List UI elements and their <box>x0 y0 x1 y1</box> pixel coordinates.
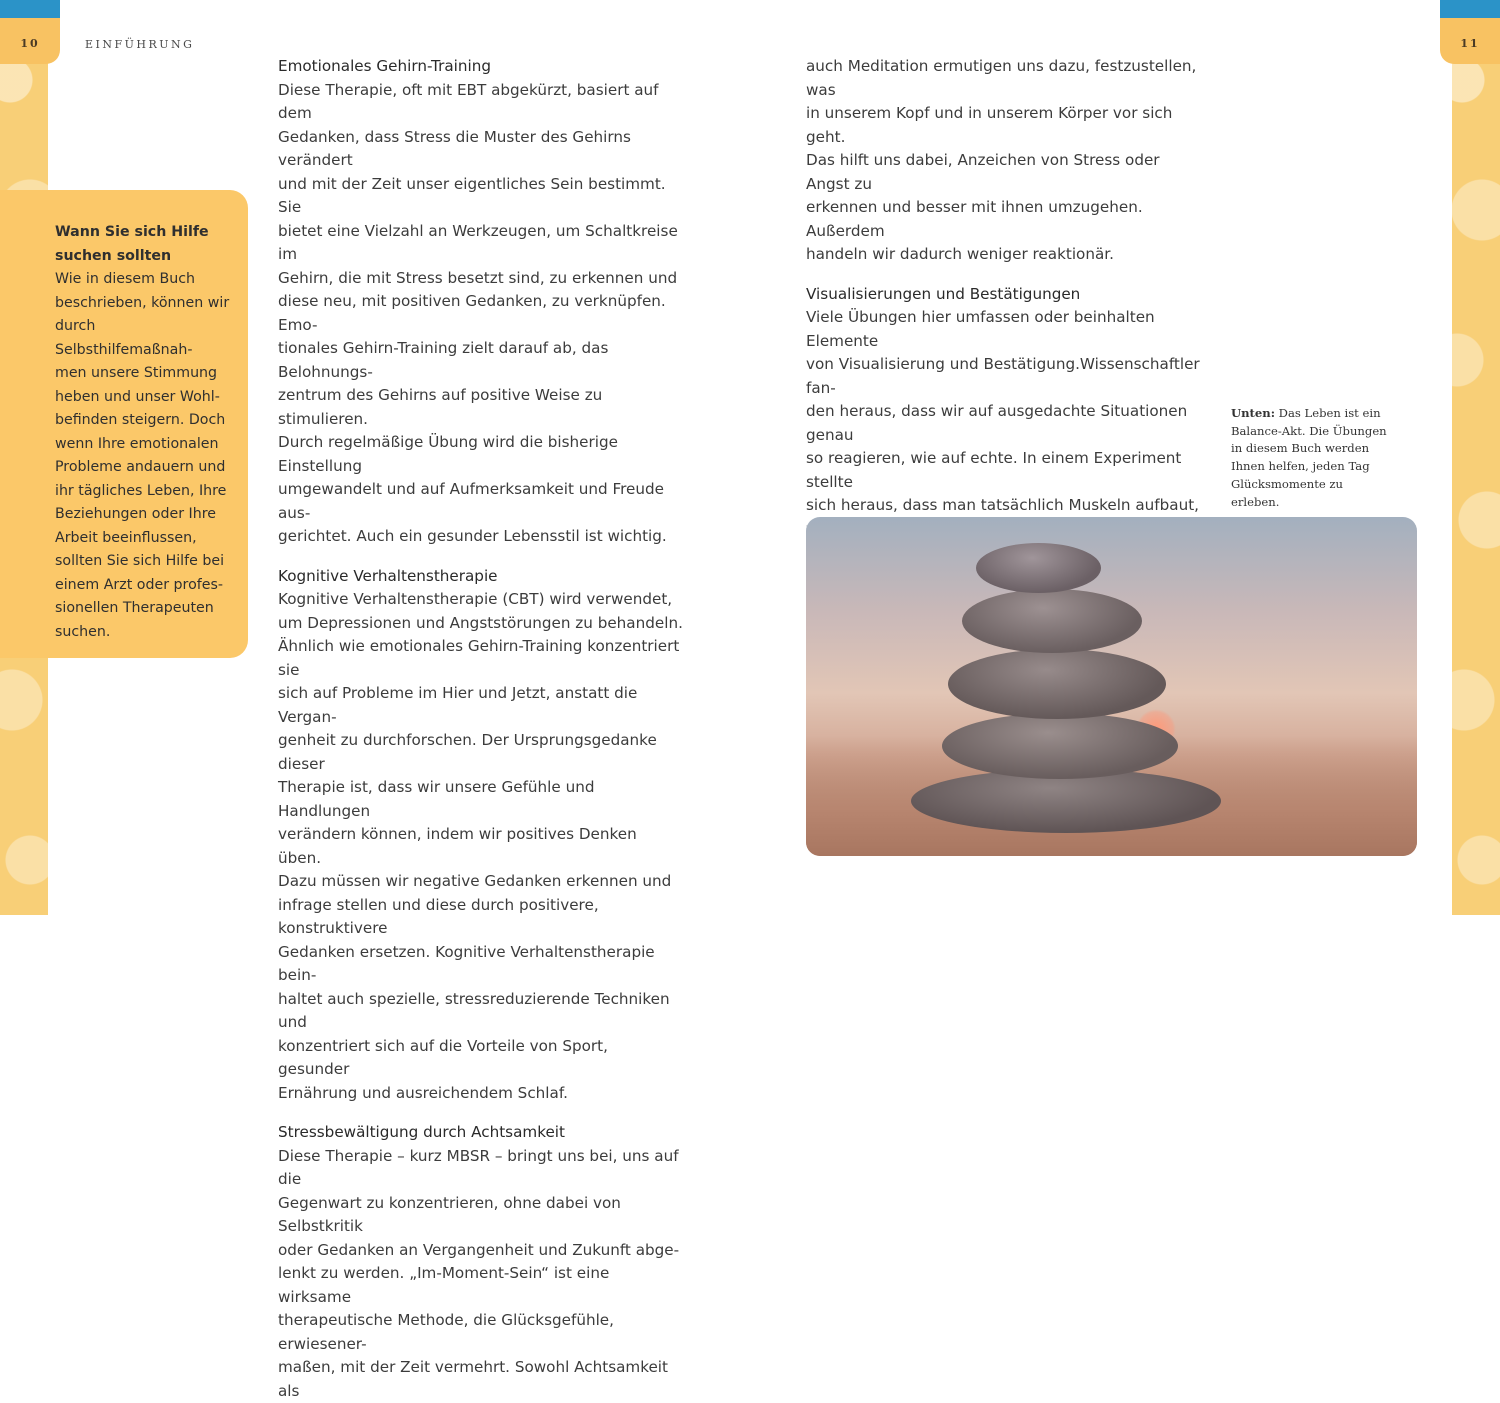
page-number-right: 11 <box>1440 37 1500 50</box>
text-line: sionellen Therapeuten <box>55 597 235 621</box>
text-line: diese neu, mit positiven Gedanken, zu verknüpfen. Emo- <box>278 292 666 334</box>
text-line: sich heraus, dass man tatsächlich Muskeln aufbaut, <box>806 496 1199 538</box>
text-line: und mit der Zeit unser eigentliches Sein bestimmt. Sie <box>278 175 666 217</box>
text-line: sich auf Probleme im Hier und Jetzt, anstatt die Vergan- <box>278 684 637 726</box>
stone-top <box>976 543 1101 593</box>
page-tab-left <box>0 0 60 64</box>
stacked-stones-photo <box>806 517 1417 856</box>
section-heading-cbt: Kognitive Verhaltenstherapie <box>278 565 683 589</box>
section-heading-visualisation: Visualisierungen und Bestätigungen <box>806 283 1206 307</box>
text-line: Viele Übungen hier umfassen oder beinhalten Elemente <box>806 308 1155 350</box>
text-line: Therapie ist, dass wir unsere Gefühle und Handlungen <box>278 778 594 820</box>
text-line: Wie in diesem Buch <box>55 268 235 292</box>
text-line: durch Selbsthilfemaßnah- <box>55 315 235 362</box>
text-line: maßen, mit der Zeit vermehrt. Sowohl Achtsamkeit als <box>278 1358 668 1400</box>
text-line: Balance-Akt. Die Übungen <box>1231 424 1387 438</box>
section-body-mbsr <box>278 1145 683 1403</box>
stone-fourth <box>942 713 1178 779</box>
sidebar-title: Wann Sie sich Hilfe suchen sollten <box>55 221 235 268</box>
text-line: zentrum des Gehirns auf positive Weise zu stimulieren. <box>278 386 602 428</box>
text-line: Glücksmomente zu erleben. <box>1231 477 1343 509</box>
text-line: genheit zu durchforschen. Der Ursprungsgedanke dieser <box>278 731 657 773</box>
text-line: infrage stellen und diese durch positivere, konstruktivere <box>278 896 599 938</box>
text-line: Diese Therapie – kurz MBSR – bringt uns bei, uns auf die <box>278 1147 679 1189</box>
text-line: suchen. <box>55 621 235 645</box>
text-line: Gedanken, dass Stress die Muster des Gehirns verändert <box>278 128 631 170</box>
text-line: erkennen und besser mit ihnen umzugehen. Außerdem <box>806 198 1143 240</box>
text-line: Diese Therapie, oft mit EBT abgekürzt, basiert auf dem <box>278 81 659 123</box>
page-number-left: 10 <box>0 37 60 50</box>
text-line: therapeutische Methode, die Glücksgefühle, erwiesener- <box>278 1311 614 1353</box>
left-text-column <box>278 55 683 1403</box>
stone-second <box>962 589 1142 653</box>
text-line: befinden steigern. Doch <box>55 409 235 433</box>
text-line: um Depressionen und Angststörungen zu behandeln. <box>278 614 683 632</box>
section-body-ebt <box>278 79 683 549</box>
text-line: bietet eine Vielzahl an Werkzeugen, um Schaltkreise im <box>278 222 678 264</box>
tab-color-bar <box>0 0 60 18</box>
text-line: in unserem Kopf und in unserem Körper vor sich geht. <box>806 104 1172 146</box>
text-line: heben und unser Wohl- <box>55 386 235 410</box>
text-line: Ihnen helfen, jeden Tag <box>1231 459 1370 473</box>
text-line: in diesem Buch werden <box>1231 441 1369 455</box>
text-line: Kognitive Verhaltenstherapie (CBT) wird verwendet, <box>278 590 672 608</box>
text-line: umgewandelt und auf Aufmerksamkeit und Freude aus- <box>278 480 664 522</box>
text-line: ihr tägliches Leben, Ihre <box>55 480 235 504</box>
text-line: gerichtet. Auch ein gesunder Lebensstil ist wichtig. <box>278 527 667 545</box>
text-line: Gegenwart zu konzentrieren, ohne dabei von Selbstkritik <box>278 1194 621 1236</box>
text-line: wenn Ihre emotionalen <box>55 433 235 457</box>
text-line: lenkt zu werden. „Im-Moment-Sein“ ist eine wirksame <box>278 1264 609 1306</box>
continued-body-mbsr <box>806 55 1206 267</box>
text-line: konzentriert sich auf die Vorteile von Sport, gesunder <box>278 1037 608 1079</box>
section-body-cbt <box>278 588 683 1105</box>
stone-middle <box>948 649 1166 719</box>
text-line: Durch regelmäßige Übung wird die bisherige Einstellung <box>278 433 618 475</box>
text-line: Ernährung und ausreichendem Schlaf. <box>278 1084 568 1102</box>
text-line: haltet auch spezielle, stressreduzierende Techniken und <box>278 990 670 1032</box>
text-line: handeln wir dadurch weniger reaktionär. <box>806 245 1114 263</box>
text-line: Das Leben ist ein <box>1279 406 1381 420</box>
text-line: Arbeit beeinflussen, <box>55 527 235 551</box>
text-line: verändern können, indem wir positives Denken üben. <box>278 825 637 867</box>
text-line: tionales Gehirn-Training zielt darauf ab, das Belohnungs- <box>278 339 608 381</box>
text-line: von Visualisierung und Bestätigung.Wissenschaftler fan- <box>806 355 1200 397</box>
text-line: beschrieben, können wir <box>55 292 235 316</box>
running-head: EINFÜHRUNG <box>85 38 194 51</box>
text-line: Dazu müssen wir negative Gedanken erkennen und <box>278 872 671 890</box>
text-line: Probleme andauern und <box>55 456 235 480</box>
text-line: Gedanken ersetzen. Kognitive Verhaltenstherapie bein- <box>278 943 655 985</box>
text-line: men unsere Stimmung <box>55 362 235 386</box>
tab-color-bar <box>1440 0 1500 18</box>
help-sidebar-box <box>0 190 248 658</box>
section-heading-mbsr: Stressbewältigung durch Achtsamkeit <box>278 1121 683 1145</box>
text-line: Ähnlich wie emotionales Gehirn-Training konzentriert sie <box>278 637 679 679</box>
text-line: Das hilft uns dabei, Anzeichen von Stress oder Angst zu <box>806 151 1160 193</box>
text-line: so reagieren, wie auf echte. In einem Experiment stellte <box>806 449 1181 491</box>
text-line: auch Meditation ermutigen uns dazu, festzustellen, was <box>806 57 1196 99</box>
sidebar-body <box>55 268 235 644</box>
text-line: den heraus, dass wir auf ausgedachte Situationen genau <box>806 402 1187 444</box>
text-line: einem Arzt oder profes- <box>55 574 235 598</box>
text-line: Beziehungen oder Ihre <box>55 503 235 527</box>
right-decorative-border <box>1452 0 1500 915</box>
section-heading-ebt: Emotionales Gehirn-Training <box>278 55 683 79</box>
page-tab-right <box>1440 0 1500 64</box>
text-line: Gehirn, die mit Stress besetzt sind, zu erkennen und <box>278 269 677 287</box>
text-line: oder Gedanken an Vergangenheit und Zukunft abge- <box>278 1241 679 1259</box>
photo-caption <box>1231 405 1391 511</box>
caption-label: Unten: <box>1231 406 1275 420</box>
text-line: sollten Sie sich Hilfe bei <box>55 550 235 574</box>
